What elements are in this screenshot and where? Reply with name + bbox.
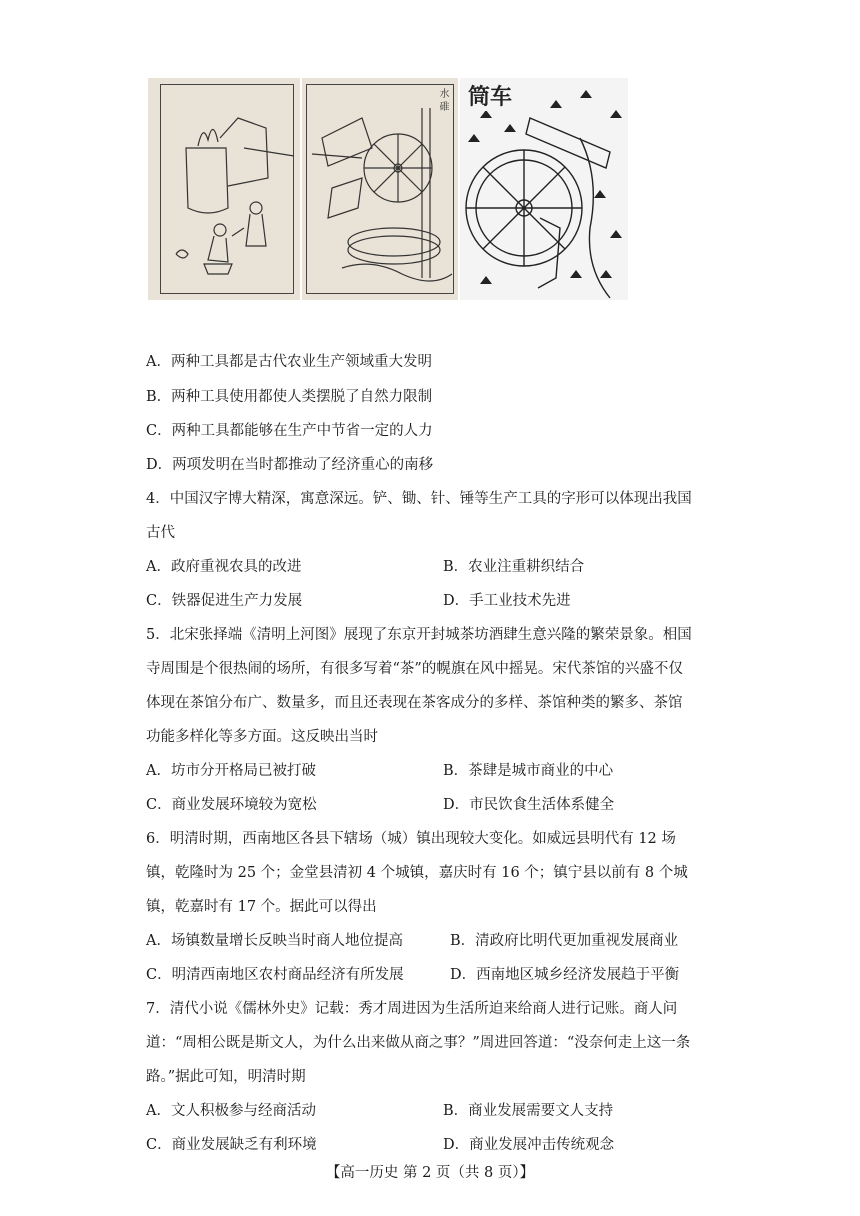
q5-option-c[interactable]: C．商业发展环境较为宽松 xyxy=(146,797,317,813)
q7-option-c[interactable]: C．商业发展缺乏有利环境 xyxy=(146,1137,317,1153)
figure-panel-forge xyxy=(148,78,300,300)
q7-stem-line-2: 道：“周相公既是斯文人，为什么出来做从商之事？”周进回答道：“没奈何走上这一条 xyxy=(146,1035,691,1051)
q4-stem-line-1: 4．中国汉字博大精深，寓意深远。铲、锄、针、锤等生产工具的字形可以体现出我国 xyxy=(146,491,692,507)
q4-option-b[interactable]: B．农业注重耕织结合 xyxy=(443,559,585,575)
figure-panel-tube-wheel xyxy=(460,78,628,300)
figure-tools xyxy=(148,78,628,300)
q3-option-d[interactable]: D．两项发明在当时都推动了经济重心的南移 xyxy=(146,457,434,473)
q7-option-a[interactable]: A．文人积极参与经商活动 xyxy=(146,1103,316,1119)
q6-stem-line-1: 6．明清时期，西南地区各县下辖场（城）镇出现较大变化。如威远县明代有 12 场 xyxy=(146,831,676,847)
q3-option-b[interactable]: B．两种工具使用都使人类摆脱了自然力限制 xyxy=(146,389,433,405)
q5-option-a[interactable]: A．坊市分开格局已被打破 xyxy=(146,763,316,779)
q6-option-d[interactable]: D．西南地区城乡经济发展趋于平衡 xyxy=(450,967,680,983)
q5-stem-line-2: 寺周围是个很热闹的场所，有很多写着“茶”的幌旗在风中摇晃。宋代茶馆的兴盛不仅 xyxy=(146,661,683,677)
q6-option-b[interactable]: B．清政府比明代更加重视发展商业 xyxy=(450,933,679,949)
q3-option-a[interactable]: A．两种工具都是古代农业生产领域重大发明 xyxy=(146,354,432,370)
q4-option-a[interactable]: A．政府重视农具的改进 xyxy=(146,559,302,575)
page-footer: 【高一历史 第 2 页（共 8 页）】 xyxy=(325,1165,535,1181)
q3-option-c[interactable]: C．两种工具都能够在生产中节省一定的人力 xyxy=(146,423,433,439)
q4-option-d[interactable]: D．手工业技术先进 xyxy=(443,593,571,609)
q4-option-c[interactable]: C．铁器促进生产力发展 xyxy=(146,593,303,609)
q5-stem-line-1: 5．北宋张择端《清明上河图》展现了东京开封城茶坊酒肆生意兴隆的繁荣景象。相国 xyxy=(146,627,692,643)
water-hammer-illustration xyxy=(302,78,458,300)
q5-option-d[interactable]: D．市民饮食生活体系健全 xyxy=(443,797,615,813)
q5-option-b[interactable]: B．茶肆是城市商业的中心 xyxy=(443,763,614,779)
q6-option-a[interactable]: A．场镇数量增长反映当时商人地位提高 xyxy=(146,933,403,949)
q7-option-d[interactable]: D．商业发展冲击传统观念 xyxy=(443,1137,615,1153)
figure-panel-water-hammer xyxy=(302,78,458,300)
forge-illustration xyxy=(148,78,300,300)
q7-option-b[interactable]: B．商业发展需要文人支持 xyxy=(443,1103,614,1119)
q5-stem-line-3: 体现在茶馆分布广、数量多，而且还表现在茶客成分的多样、茶馆种类的繁多、茶馆 xyxy=(146,695,683,711)
q6-option-c[interactable]: C．明清西南地区农村商品经济有所发展 xyxy=(146,967,404,983)
q7-stem-line-3: 路。”据此可知，明清时期 xyxy=(146,1069,306,1085)
q6-stem-line-3: 镇，乾嘉时有 17 个。据此可以得出 xyxy=(146,899,377,915)
q5-stem-line-4: 功能多样化等多方面。这反映出当时 xyxy=(146,729,378,745)
q4-stem-line-2: 古代 xyxy=(146,525,175,541)
q6-stem-line-2: 镇，乾隆时为 25 个；金堂县清初 4 个城镇，嘉庆时有 16 个；镇宁县以前有 8 个城 xyxy=(146,865,688,881)
tube-wheel-illustration xyxy=(460,78,628,300)
tube-wheel-title: 筒车 xyxy=(466,80,514,111)
water-hammer-label: 水 碓 xyxy=(437,88,448,112)
q7-stem-line-1: 7．清代小说《儒林外史》记载：秀才周进因为生活所迫来给商人进行记账。商人问 xyxy=(146,1001,678,1017)
